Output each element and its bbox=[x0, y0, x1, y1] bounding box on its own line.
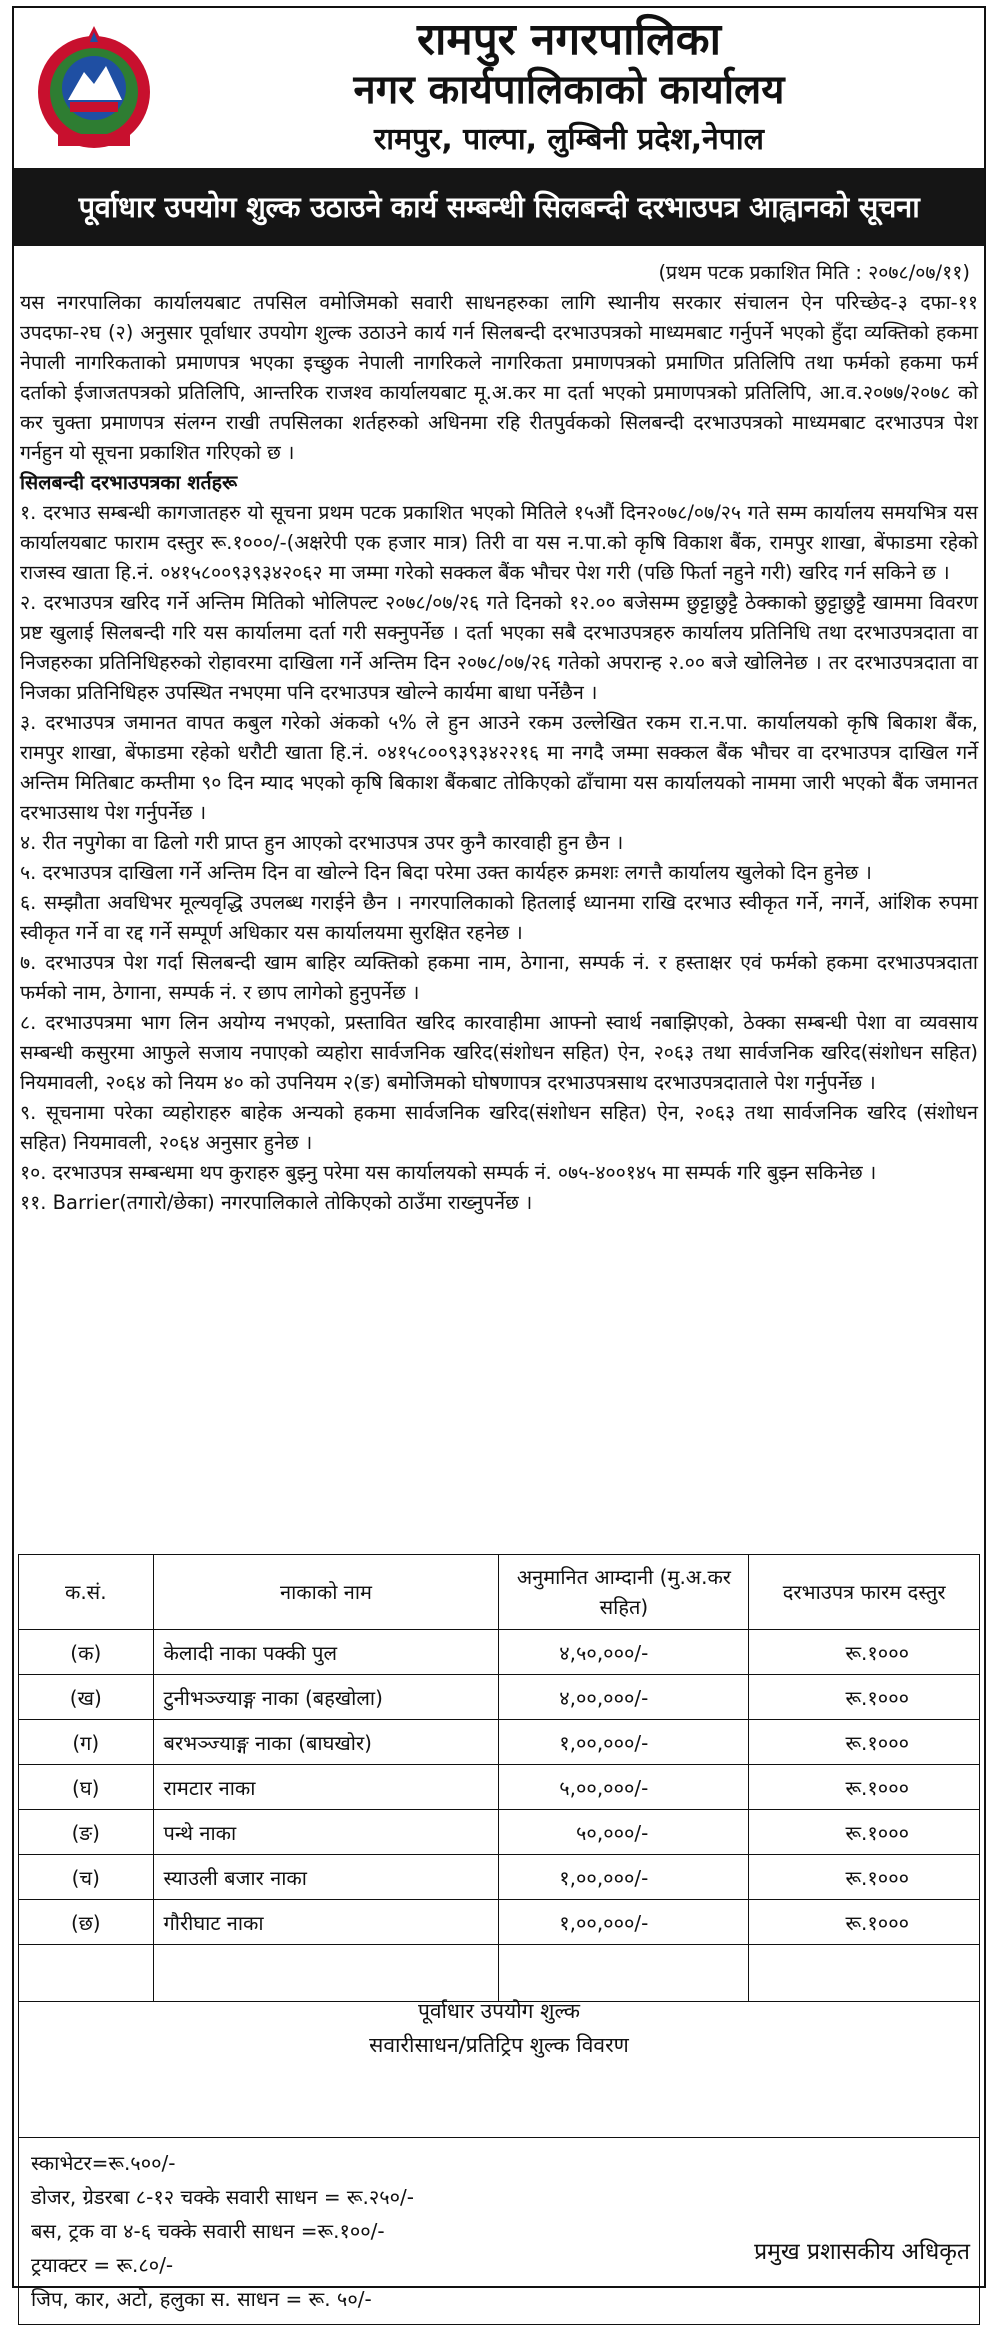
municipality-name: रामपुर नगरपालिका bbox=[416, 14, 721, 65]
row-sn: (छ) bbox=[19, 1900, 154, 1945]
column-header-name: नाकाको नाम bbox=[153, 1555, 499, 1630]
row-fee: रू.१००० bbox=[749, 1855, 980, 1900]
signatory-title: प्रमुख प्रशासकीय अधिकृत bbox=[754, 2239, 970, 2265]
checkpoint-table bbox=[18, 1554, 980, 2002]
column-header-sn: क.सं. bbox=[19, 1555, 154, 1630]
row-name: स्याउली बजार नाका bbox=[153, 1855, 499, 1900]
notice-body bbox=[20, 258, 978, 1218]
office-address: रामपुर, पाल्पा, लुम्बिनी प्रदेश,नेपाल bbox=[374, 122, 764, 157]
condition-item: ७. दरभाउपत्र पेश गर्दा सिलबन्दी खाम बाहिर व्यक्तिको हकमा नाम, ठेगाना, सम्पर्क नं. र हस्ताक्षर एवं फर्मको हकमा दरभाउपत्रदाता फर्मको नाम, ठेगाना, सम्पर्क नं. र छाप लागेको हुनुपर्नेछ । bbox=[20, 951, 978, 1004]
row-fee: रू.१००० bbox=[749, 1675, 980, 1720]
table-row bbox=[19, 1855, 980, 1900]
condition-item: ४. रीत नपुगेका वा ढिलो गरी प्राप्त हुन आएको दरभाउपत्र उपर कुनै कारवाही हुन छैन । bbox=[20, 831, 624, 854]
row-fee: रू.१००० bbox=[749, 1630, 980, 1675]
fee-section-title: पूर्वाधार उपयोग शुल्क bbox=[417, 1999, 581, 2023]
condition-item: ११. Barrier(तगारो/छेका) नगरपालिकाले तोकिएको ठाउँमा राख्नुपर्नेछ । bbox=[20, 1191, 533, 1214]
office-name: नगर कार्यपालिकाको कार्यालय bbox=[353, 67, 785, 113]
row-amount: १,००,०००/- bbox=[499, 1900, 749, 1945]
row-fee: रू.१००० bbox=[749, 1900, 980, 1945]
fee-section-header bbox=[18, 1986, 980, 2138]
row-name: टुनीभञ्ज्याङ्ग नाका (बहखोला) bbox=[153, 1675, 499, 1720]
row-amount: ५०,०००/- bbox=[499, 1810, 749, 1855]
condition-item: ५. दरभाउपत्र दाखिला गर्ने अन्तिम दिन वा खोल्ने दिन बिदा परेमा उक्त कार्यहरु क्रमशः लगत्तै कार्यालय खुलेको दिन हुनेछ । bbox=[20, 861, 872, 884]
row-sn: (च) bbox=[19, 1855, 154, 1900]
publish-date: (प्रथम पटक प्रकाशित मिति : २०७८/०७/११) bbox=[658, 261, 970, 284]
fee-item: स्काभेटर=रू.५००/- bbox=[31, 2151, 176, 2175]
condition-item: ३. दरभाउपत्र जमानत वापत कबुल गरेको अंकको ५% ले हुन आउने रकम उल्लेखित रकम रा.न.पा. कार्यालयको कृषि बिकाश बैंक, रामपुर शाखा, बेंफाडमा रहेको धरौटी खाता हि.नं. ०४१५८००९३९३४२२१६ मा नगदै जम्मा सक्कल बैंक भौचर वा दरभाउपत्र दाखिल गर्ने अन्तिम मितिबाट कम्तीमा ९० दिन म्याद भएको कृषि बिकाश बैंकबाट तोकिएको ढाँचामा यस कार्यालयको नाममा जारी भएको बैंक जमानत दरभाउसाथ पेश गर्नुपर्नेछ । bbox=[20, 711, 978, 824]
notice-title-banner: पूर्वाधार उपयोग शुल्क उठाउने कार्य सम्बन्धी सिलबन्दी दरभाउपत्र आह्वानको सूचना bbox=[14, 168, 984, 246]
condition-item: ९. सूचनामा परेका व्यहोराहरु बाहेक अन्यको हकमा सार्वजनिक खरिद(संशोधन सहित) ऐन, २०६३ तथा सार्वजनिक खरिद (संशोधन सहित) नियमावली, २०६४ अनुसार हुनेछ । bbox=[20, 1101, 978, 1154]
condition-item: १०. दरभाउपत्र सम्बन्धमा थप कुराहरु बुझ्नु परेमा यस कार्यालयको सम्पर्क नं. ०७५-४००१४५ मा सम्पर्क गरि बुझ्न सकिनेछ । bbox=[20, 1161, 877, 1184]
row-sn: (ग) bbox=[19, 1720, 154, 1765]
fee-item: डोजर, ग्रेडरबा ८-१२ चक्के सवारी साधन = रू.२५०/- bbox=[31, 2185, 414, 2209]
row-fee: रू.१००० bbox=[749, 1810, 980, 1855]
table-row bbox=[19, 1765, 980, 1810]
column-header-fee: दरभाउपत्र फारम दस्तुर bbox=[749, 1555, 980, 1630]
row-name: रामटार नाका bbox=[153, 1765, 499, 1810]
table-row bbox=[19, 1630, 980, 1675]
row-sn: (क) bbox=[19, 1630, 154, 1675]
column-header-amount: अनुमानित आम्दानी (मु.अ.कर सहित) bbox=[499, 1555, 749, 1630]
row-sn: (घ) bbox=[19, 1765, 154, 1810]
condition-item: ८. दरभाउपत्रमा भाग लिन अयोग्य नभएको, प्रस्तावित खरिद कारवाहीमा आफ्नो स्वार्थ नबाझिएको, ठेक्का सम्बन्धी पेशा वा व्यवसाय सम्बन्धी कसुरमा आफुले सजाय नपाएको व्यहोरा सार्वजनिक खरिद(संशोधन सहित) ऐन, २०६३ तथा सार्वजनिक खरिद(संशोधन सहित) नियमावली, २०६४ को नियम ४० को उपनियम २(ङ) बमोजिमको घोषणापत्र दरभाउपत्रसाथ दरभाउपत्रदाताले पेश गर्नुपर्नेछ । bbox=[20, 1011, 978, 1094]
row-name: केलादी नाका पक्की पुल bbox=[153, 1630, 499, 1675]
row-sn: (ख) bbox=[19, 1675, 154, 1720]
table-header-row bbox=[19, 1555, 980, 1630]
table-row bbox=[19, 1720, 980, 1765]
condition-item: १. दरभाउ सम्बन्धी कागजातहरु यो सूचना प्रथम पटक प्रकाशित भएको मितिले १५औं दिन२०७८/०७/२५ गते सम्म कार्यालय समयभित्र यस कार्यालयबाट फाराम दस्तुर रू.१०००/-(अक्षरेपी एक हजार मात्र) तिरी वा यस न.पा.को कृषि विकाश बैंक, रामपुर शाखा, बेंफाडमा रहेको राजस्व खाता हि.नं. ०४१५८००९३९३४२०६२ मा जम्मा गरेको सक्कल बैंक भौचर पेश गरी (पछि फिर्ता नहुने गरी) खरिद गर्न सकिने छ । bbox=[20, 501, 978, 584]
conditions-heading: सिलबन्दी दरभाउपत्रका शर्तहरू bbox=[20, 471, 238, 494]
row-amount: १,००,०००/- bbox=[499, 1720, 749, 1765]
row-fee: रू.१००० bbox=[749, 1765, 980, 1810]
row-amount: ५,००,०००/- bbox=[499, 1765, 749, 1810]
table-row bbox=[19, 1675, 980, 1720]
fee-item: ट्रयाक्टर = रू.८०/- bbox=[31, 2253, 174, 2277]
fee-section-subtitle: सवारीसाधन/प्रतिट्रिप शुल्क विवरण bbox=[369, 2033, 629, 2057]
row-name: गौरीघाट नाका bbox=[153, 1900, 499, 1945]
row-amount: ४,००,०००/- bbox=[499, 1675, 749, 1720]
fee-item: जिप, कार, अटो, हलुका स. साधन = रू. ५०/- bbox=[31, 2287, 372, 2311]
fee-item: बस, ट्रक वा ४-६ चक्के सवारी साधन =रू.१००/- bbox=[31, 2219, 385, 2243]
row-fee: रू.१००० bbox=[749, 1720, 980, 1765]
row-sn: (ङ) bbox=[19, 1810, 154, 1855]
condition-item: ६. सम्झौता अवधिभर मूल्यवृद्धि उपलब्ध गराईने छैन । नगरपालिकाको हितलाई ध्यानमा राखि दरभाउ स्वीकृत गर्ने, नगर्ने, आंशिक रुपमा स्वीकृत गर्ने वा रद्द गर्ने सम्पूर्ण अधिकार यस कार्यालयमा सुरक्षित रहनेछ । bbox=[20, 891, 978, 944]
header bbox=[14, 8, 984, 164]
row-name: पन्थे नाका bbox=[153, 1810, 499, 1855]
row-amount: ४,५०,०००/- bbox=[499, 1630, 749, 1675]
table-row bbox=[19, 1900, 980, 1945]
condition-item: २. दरभाउपत्र खरिद गर्ने अन्तिम मितिको भोलिपल्ट २०७८/०७/२६ गते दिनको १२.०० बजेसम्म छुट्टाछुट्टै ठेक्काको छुट्टाछुट्टै खाममा विवरण प्रष्ट खुलाई सिलबन्दी गरि यस कार्यालमा दर्ता गरी सक्नुपर्नेछ । दर्ता भएका सबै दरभाउपत्रहरु कार्यालय प्रतिनिधि तथा दरभाउपत्रदाता वा निजहरुका प्रतिनिधिहरुको रोहावरमा दाखिला गर्ने अन्तिम दिन २०७८/०७/२६ गतेको अपरान्ह २.०० बजे खोलिनेछ । तर दरभाउपत्रदाता वा निजका प्रतिनिधिहरु उपस्थित नभएमा पनि दरभाउपत्र खोल्ने कार्यमा बाधा पर्नेछैन । bbox=[20, 591, 978, 704]
intro-paragraph: यस नगरपालिका कार्यालयबाट तपसिल वमोजिमको सवारी साधनहरुका लागि स्थानीय सरकार संचालन ऐन परिच्छेद-३ दफा-११ उपदफा-२घ (२) अनुसार पूर्वाधार उपयोग शुल्क उठाउने कार्य गर्न सिलबन्दी दरभाउपत्रको माध्यमबाट गर्नुपर्ने भएको हुँदा व्यक्तिको हकमा नेपाली नागरिकताको प्रमाणपत्र भएका इच्छुक नेपाली नागरिकले नागरिकता प्रमाणपत्रको प्रमाणित प्रतिलिपि तथा फर्मको हकमा फर्म दर्ताको ईजाजतपत्रको प्रतिलिपि, आन्तरिक राजश्व कार्यालयबाट मू.अ.कर मा दर्ता भएको प्रमाणपत्रको प्रतिलिपि, आ.व.२०७७/२०७८ को कर चुक्ता प्रमाणपत्र संलग्न राखी तपसिलका शर्तहरुको अधिनमा रहि रीतपुर्वकको सिलबन्दी दरभाउपत्रको माध्यमबाट दरभाउपत्र पेश गर्नहुन यो सूचना प्रकाशित गरिएको छ । bbox=[20, 291, 978, 464]
government-emblem-icon bbox=[28, 22, 160, 154]
row-name: बरभञ्ज्याङ्ग नाका (बाघखोर) bbox=[153, 1720, 499, 1765]
table-row bbox=[19, 1810, 980, 1855]
row-amount: १,००,०००/- bbox=[499, 1855, 749, 1900]
